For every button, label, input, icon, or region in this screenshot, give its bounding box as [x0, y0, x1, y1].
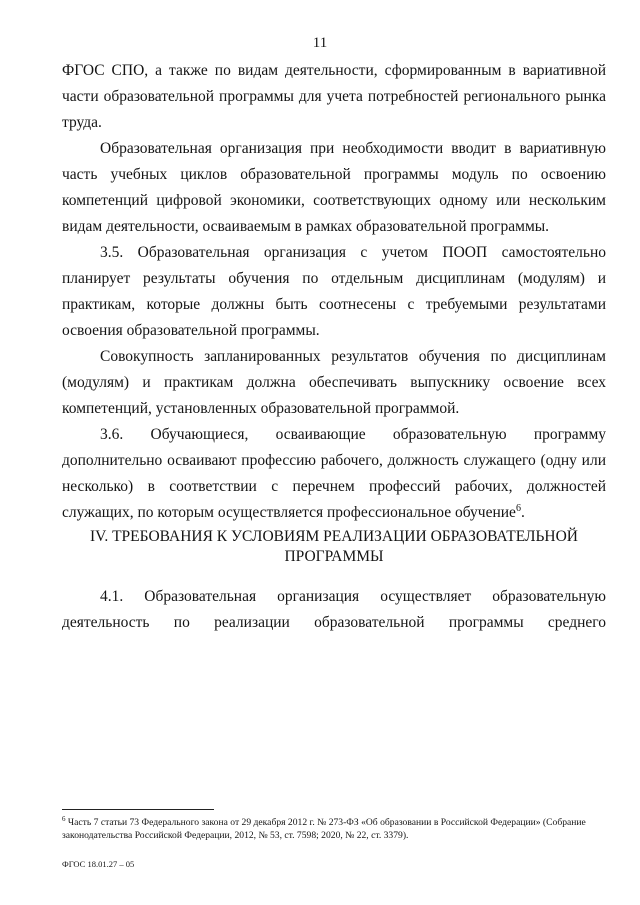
section-heading	[62, 527, 606, 567]
paragraph-continuation: ФГОС СПО, а также по видам деятельности, сформированным в вариативной части образовательной программы для учета потребностей регионального рынка труда.	[62, 62, 606, 131]
document-code: ФГОС 18.01.27 – 05	[62, 859, 135, 869]
paragraph-end: .	[520, 504, 525, 521]
paragraph: Совокупность запланированных результатов обучения по дисциплинам (модулям) и практикам должна обеспечивать выпускнику освоение всех компетенций, установленных образовательной программой.	[62, 348, 606, 417]
footnote-reference[interactable]: 6	[515, 502, 521, 514]
page-number: 11	[312, 35, 328, 51]
paragraph-text: 3.6. Обучающиеся, осваивающие образовательную программу дополнительно осваивают профессию рабочего, должность служащего (одну или несколько) в соответствии с перечнем профессий рабочих, должностей служащих, по которым осуществляется профессиональное обучение	[62, 426, 606, 521]
paragraph-3-5: 3.5. Образовательная организация с учетом ПООП самостоятельно планирует результаты обучения по отдельным дисциплинам (модулям) и практикам, которые должны быть соотнесены с требуемыми результатами освоения образовательной программы.	[62, 244, 606, 339]
section-heading-line: IV. ТРЕБОВАНИЯ К УСЛОВИЯМ РЕАЛИЗАЦИИ ОБРАЗОВАТЕЛЬНОЙ	[89, 528, 578, 545]
section-heading-line: ПРОГРАММЫ	[284, 548, 384, 565]
paragraph-4-1: 4.1. Образовательная организация осуществляет образовательную деятельность по реализации образовательной программы среднего	[62, 588, 606, 631]
paragraph: Образовательная организация при необходимости вводит в вариативную часть учебных циклов образовательной программы модуль по освоению компетенций цифровой экономики, соответствующих одному или нескольким видам деятельности, осваиваемым в рамках образовательной программы.	[62, 140, 606, 235]
body-text	[62, 58, 606, 526]
footnote	[62, 816, 607, 842]
footnote-marker: 6	[62, 814, 66, 823]
section-body	[62, 584, 606, 636]
footnote-separator	[62, 809, 214, 810]
paragraph-3-6	[62, 422, 606, 526]
footnote-text: Часть 7 статьи 73 Федерального закона от 29 декабря 2012 г. № 273-ФЗ «Об образовании в Российской Федерации» (Собрание законодательства Российской Федерации, 2012, № 53, ст. 7598; 2020, № 22, ст. 3379).	[62, 817, 586, 841]
